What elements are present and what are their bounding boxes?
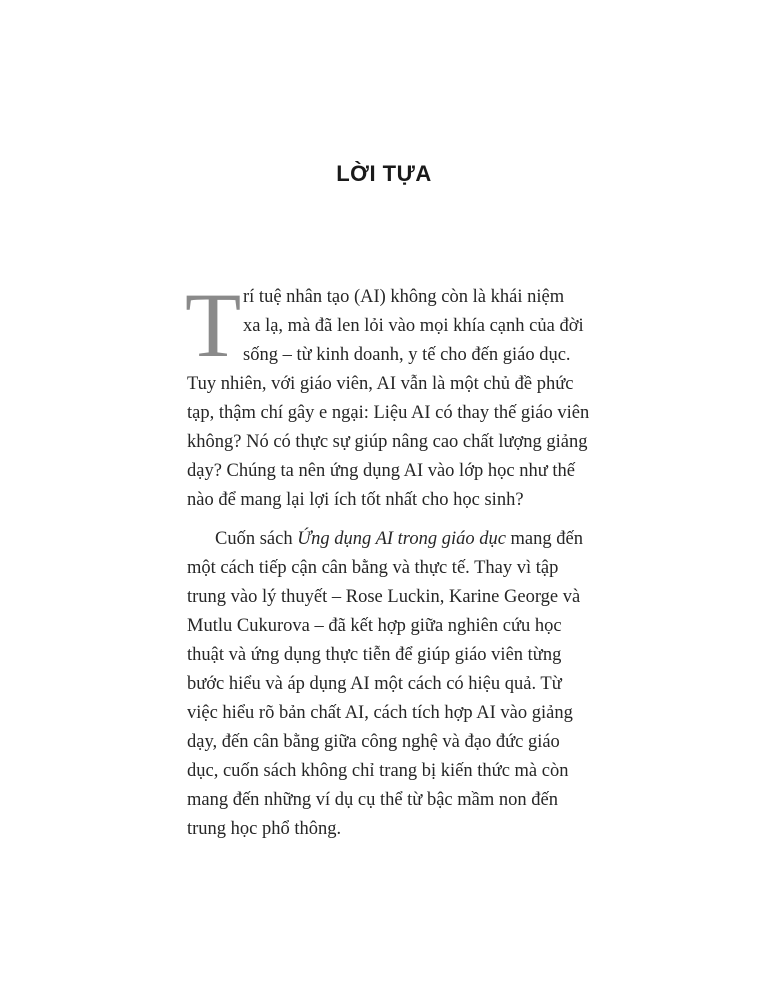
text-line: trung vào lý thuyết – Rose Luckin, Karine George và [187,587,581,607]
line-suffix: mang đến [505,529,583,549]
text-line: dạy, đến cân bằng giữa công nghệ và đạo đức giáo [187,732,560,752]
paragraph-spacer [187,515,595,525]
text-line: dục, cuốn sách không chỉ trang bị kiến thức mà còn [187,761,569,781]
paragraph-2 [187,525,595,844]
text-line: việc hiểu rõ bản chất AI, cách tích hợp AI vào giảng [187,703,573,723]
text-line: trung học phổ thông. [187,819,342,839]
preface-body [185,274,595,844]
paragraph-1 [185,274,595,515]
book-title: Ứng dụng AI trong giáo dục [297,529,506,549]
text-line [187,525,595,554]
text-line: Tuy nhiên, với giáo viên, AI vẫn là một chủ đề phức [187,374,574,394]
line-prefix: Cuốn sách [215,529,298,549]
text-line: sống – từ kinh doanh, y tế cho đến giáo dục. [243,345,571,365]
text-line: nào để mang lại lợi ích tốt nhất cho học sinh? [187,490,524,510]
text-line: Mutlu Cukurova – đã kết hợp giữa nghiên cứu học [187,616,562,636]
text-line: thuật và ứng dụng thực tiễn để giúp giáo viên từng [187,645,562,665]
text-line: mang đến những ví dụ cụ thể từ bậc mầm non đến [187,790,558,810]
text-line: tạp, thậm chí gây e ngại: Liệu AI có thay thế giáo viên [187,403,590,423]
text-line: bước hiểu và áp dụng AI một cách có hiệu quả. Từ [187,674,562,694]
text-line: xa lạ, mà đã len lỏi vào mọi khía cạnh của đời [243,316,584,336]
drop-cap: T [185,274,242,376]
text-line: không? Nó có thực sự giúp nâng cao chất lượng giảng [187,432,588,452]
text-line: dạy? Chúng ta nên ứng dụng AI vào lớp học như thế [187,461,575,481]
text-line: một cách tiếp cận cân bằng và thực tế. Thay vì tập [187,558,559,578]
chapter-heading: LỜI TỰA [336,161,432,186]
text-line: rí tuệ nhân tạo (AI) không còn là khái niệm [243,287,565,307]
